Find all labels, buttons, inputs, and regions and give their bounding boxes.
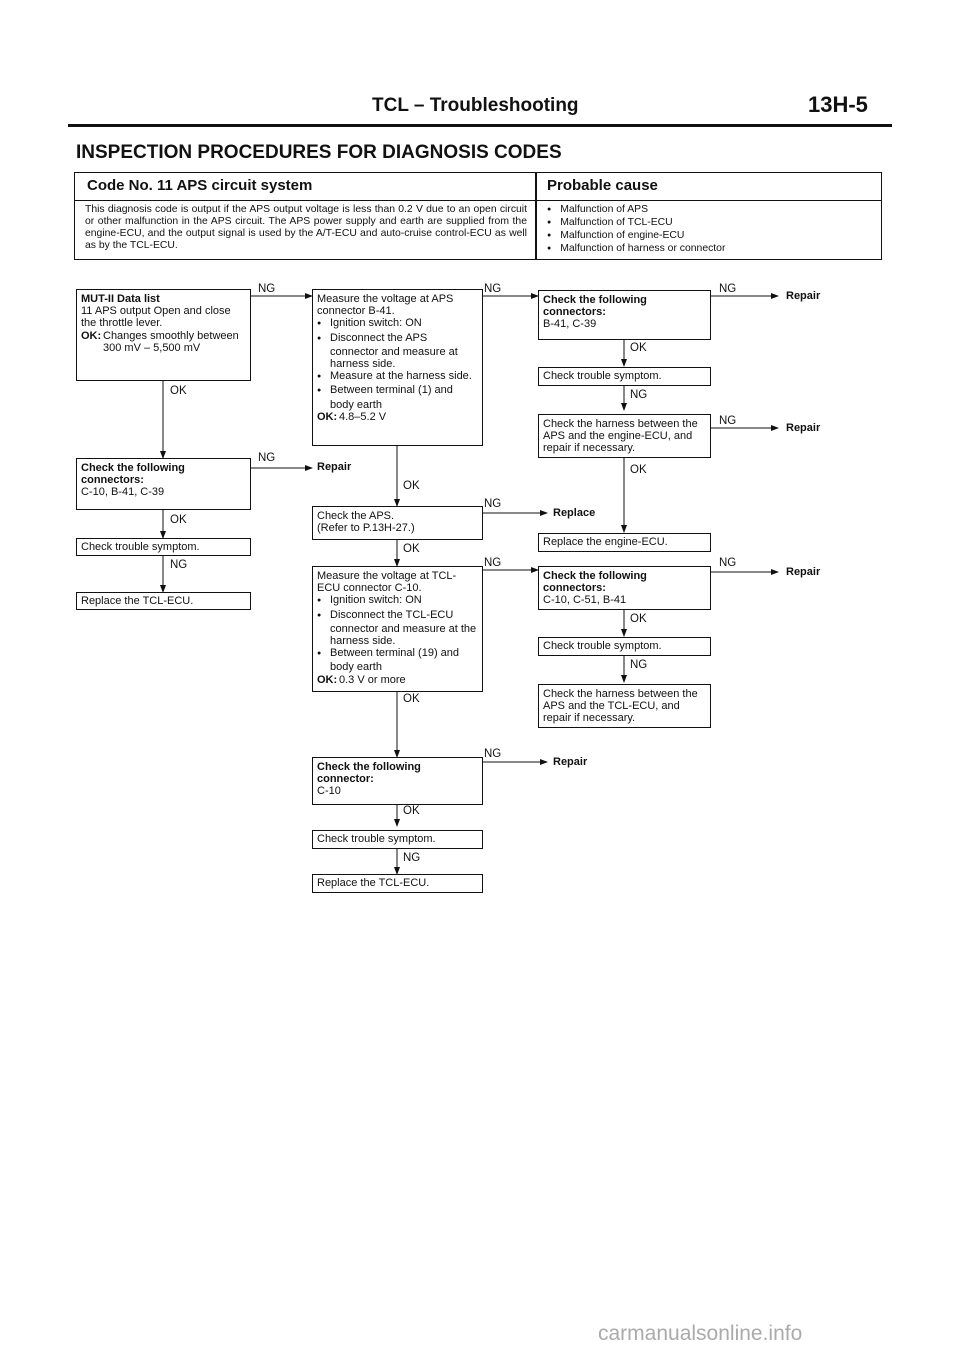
check-harness-box-2: Check the harness between the APS and the TCL-ECU, and repair if necessary. bbox=[538, 684, 711, 728]
ng-label: NG bbox=[719, 283, 737, 295]
measure-aps-ok-criteria bbox=[317, 411, 478, 423]
ng-label: NG bbox=[484, 283, 502, 295]
measure-tcl-ok-criteria bbox=[317, 674, 478, 686]
measure-aps-voltage-box bbox=[312, 289, 483, 446]
cause-item: ● Malfunction of APS bbox=[547, 204, 725, 217]
check-conn3-text: C-10, C-51, B-41 bbox=[543, 594, 627, 607]
replace-engine-ecu-box: Replace the engine-ECU. bbox=[538, 533, 711, 552]
measure-aps-line1: Measure the voltage at APS bbox=[317, 293, 454, 305]
measure-aps-step: ● Measure at the harness side. bbox=[317, 370, 478, 384]
ng-label: NG bbox=[170, 559, 188, 571]
ok-label: OK bbox=[403, 480, 420, 492]
check-conn2-title: Check the following connectors: bbox=[543, 294, 647, 319]
measure-tcl-step: ● Between terminal (19) and body earth bbox=[317, 647, 478, 673]
check-symptom-box-2: Check trouble symptom. bbox=[538, 367, 711, 386]
watermark: carmanualsonline.info bbox=[598, 1322, 803, 1345]
check-conn1-title: Check the following connectors: bbox=[81, 462, 185, 487]
mut-ok-criteria bbox=[81, 330, 246, 354]
page-number: 13H-5 bbox=[808, 92, 868, 117]
measure-tcl-voltage-box bbox=[312, 566, 483, 692]
check-conn3-title: Check the following connectors: bbox=[543, 570, 647, 595]
ok-label: OK: bbox=[81, 329, 102, 342]
page-header-title: TCL – Troubleshooting bbox=[372, 95, 579, 116]
mut-title: MUT-II Data list bbox=[81, 293, 160, 305]
replace-tcl-ecu-box-4: Replace the TCL-ECU. bbox=[312, 874, 483, 893]
check-connector-box-4 bbox=[312, 757, 483, 805]
measure-tcl-line2: ECU connector C-10. bbox=[317, 582, 422, 595]
ng-label: NG bbox=[484, 557, 502, 569]
check-conn4-text: C-10 bbox=[317, 785, 341, 798]
replace-tcl-ecu-box-1: Replace the TCL-ECU. bbox=[76, 592, 251, 610]
measure-aps-step: ● Ignition switch: ON bbox=[317, 317, 478, 331]
measure-aps-step: ● Between terminal (1) and body earth bbox=[317, 384, 478, 410]
measure-tcl-ok-text: 0.3 V or more bbox=[339, 673, 406, 686]
repair-action: Repair bbox=[786, 290, 821, 302]
check-aps-box bbox=[312, 506, 483, 540]
check-conn2-text: B-41, C-39 bbox=[543, 318, 597, 331]
cause-item: ● Malfunction of TCL-ECU bbox=[547, 217, 725, 230]
ok-label: OK bbox=[403, 543, 420, 555]
mut-line2: the throttle lever. bbox=[81, 317, 163, 330]
cause-item: ● Malfunction of harness or connector bbox=[547, 243, 725, 256]
check-aps-line2: (Refer to P.13H-27.) bbox=[317, 522, 415, 535]
measure-tcl-step: ● Ignition switch: ON bbox=[317, 594, 478, 608]
ng-label: NG bbox=[258, 283, 276, 295]
repair-action: Repair bbox=[786, 422, 821, 434]
ng-label: NG bbox=[403, 852, 421, 864]
check-connectors-box-2 bbox=[538, 290, 711, 340]
ok-label: OK bbox=[630, 464, 647, 476]
ok-label: OK: bbox=[317, 410, 338, 423]
cause-item: ● Malfunction of engine-ECU bbox=[547, 230, 725, 243]
check-conn4-title: Check the following connector: bbox=[317, 761, 421, 786]
check-symptom-box-4: Check trouble symptom. bbox=[312, 830, 483, 849]
repair-action: Repair bbox=[553, 756, 588, 768]
ok-label: OK bbox=[170, 514, 187, 526]
ok-label: OK bbox=[403, 805, 420, 817]
measure-aps-step: ● Disconnect the APS connector and measure at harness side. bbox=[317, 332, 478, 371]
ng-label: NG bbox=[719, 415, 737, 427]
ng-label: NG bbox=[484, 498, 502, 510]
ok-label: OK bbox=[630, 342, 647, 354]
ok-label: OK bbox=[403, 693, 420, 705]
ok-label: OK bbox=[170, 385, 187, 397]
check-aps-line1: Check the APS. bbox=[317, 510, 395, 522]
repair-action: Repair bbox=[317, 461, 352, 473]
ng-label: NG bbox=[484, 748, 502, 760]
ng-label: NG bbox=[258, 452, 276, 464]
code-heading: Code No. 11 APS circuit system bbox=[87, 177, 313, 194]
mut-ok-text: Changes smoothly between 300 mV – 5,500 mV bbox=[103, 329, 239, 354]
measure-tcl-step: ● Disconnect the TCL-ECU connector and measure at the harness side. bbox=[317, 609, 478, 648]
probable-cause-heading: Probable cause bbox=[547, 177, 658, 194]
measure-aps-ok-text: 4.8–5.2 V bbox=[339, 410, 387, 423]
measure-aps-line2: connector B-41. bbox=[317, 305, 395, 318]
check-symptom-box-1: Check trouble symptom. bbox=[76, 538, 251, 556]
check-conn1-text: C-10, B-41, C-39 bbox=[81, 486, 165, 499]
repair-action: Repair bbox=[786, 566, 821, 578]
section-title: INSPECTION PROCEDURES FOR DIAGNOSIS CODES bbox=[76, 142, 562, 163]
ok-label: OK: bbox=[317, 673, 338, 686]
ng-label: NG bbox=[630, 659, 648, 671]
ok-label: OK bbox=[630, 613, 647, 625]
check-harness-box-1: Check the harness between the APS and the engine-ECU, and repair if necessary. bbox=[538, 414, 711, 458]
check-symptom-box-3: Check trouble symptom. bbox=[538, 637, 711, 656]
replace-action: Replace bbox=[553, 507, 596, 519]
ng-label: NG bbox=[630, 389, 648, 401]
mut-data-list-box bbox=[76, 289, 251, 381]
check-connectors-box-3 bbox=[538, 566, 711, 610]
ng-label: NG bbox=[719, 557, 737, 569]
code-description: This diagnosis code is output if the APS output voltage is less than 0.2 V due to an open circuit or other malfunction in the APS circuit. The APS power supply and earth are supplied from the engine-ECU, and the output signal is used by the A/T-ECU and auto-cruise control-ECU as well as by the TCL-ECU. bbox=[85, 204, 527, 251]
check-connectors-box-1 bbox=[76, 458, 251, 510]
measure-tcl-line1: Measure the voltage at TCL- bbox=[317, 570, 457, 582]
mut-line1: 11 APS output Open and close bbox=[81, 305, 231, 318]
